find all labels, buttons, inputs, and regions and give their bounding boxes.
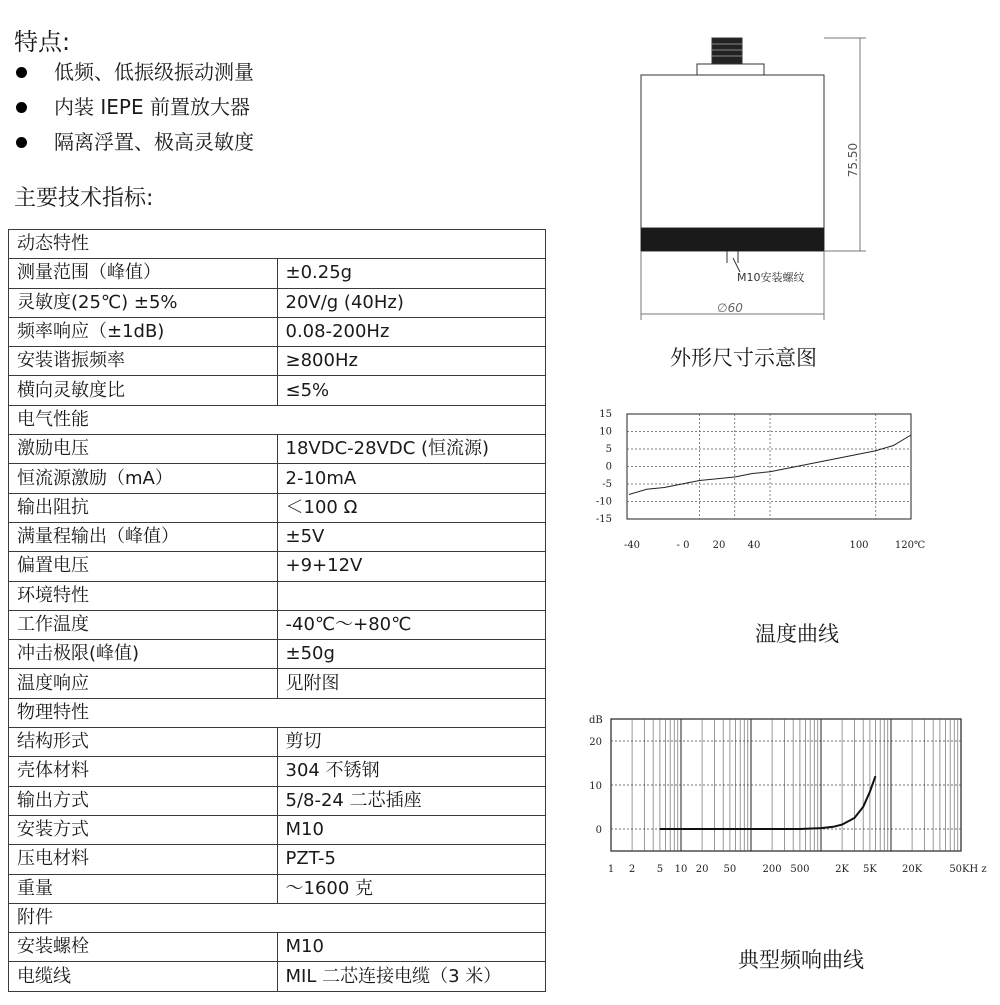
temp-ytick-label: -15 <box>595 514 612 525</box>
section-title: 动态特性 <box>9 230 546 259</box>
spec-value: 5/8-24 二芯插座 <box>277 786 546 815</box>
diameter-label: ∅60 <box>717 301 743 315</box>
freq-xtick-label: 1 <box>607 864 615 875</box>
freq-xtick-label: 20 <box>695 864 709 875</box>
spec-label: 压电材料 <box>9 845 278 874</box>
thread-label: M10安装螺纹 <box>737 271 805 284</box>
freq-xtick-label: 5K <box>863 864 877 875</box>
spec-value: 0.08-200Hz <box>277 317 546 346</box>
spec-label: 冲击极限(峰值) <box>9 640 278 669</box>
freq-series-line <box>660 776 876 829</box>
feature-item: 隔离浮置、极高灵敏度 <box>14 128 254 163</box>
spec-value: 剪切 <box>277 728 546 757</box>
temp-ytick-label: 15 <box>599 409 612 420</box>
section-title: 电气性能 <box>9 405 546 434</box>
spec-label: 偏置电压 <box>9 552 278 581</box>
drawing-caption: 外形尺寸示意图 <box>670 346 817 370</box>
feature-item: 内装 IEPE 前置放大器 <box>14 93 254 128</box>
spec-label: 输出阻抗 <box>9 493 278 522</box>
temp-xtick-label: 20 <box>712 540 726 551</box>
temp-ytick-label: 5 <box>605 444 612 455</box>
spec-label: 温度响应 <box>9 669 278 698</box>
temp-ytick-label: 0 <box>605 461 612 473</box>
temp-xtick-label: 120℃ <box>894 540 926 551</box>
spec-label: 灵敏度(25℃) ±5% <box>9 288 278 317</box>
features-heading: 特点: <box>14 28 71 56</box>
feature-item: 低频、低振级振动测量 <box>14 58 254 93</box>
freq-xtick-label: 20K <box>901 864 923 875</box>
spec-label: 安装谐振频率 <box>9 347 278 376</box>
spec-label: 输出方式 <box>9 786 278 815</box>
freq-xtick-label: 2 <box>628 864 636 875</box>
spec-label: 测量范围（峰值） <box>9 259 278 288</box>
freq-chart-caption: 典型频响曲线 <box>738 948 864 972</box>
spec-value: 见附图 <box>277 669 546 698</box>
section-title: 附件 <box>9 903 546 932</box>
spec-value: M10 <box>277 933 546 962</box>
temp-ytick-label: 10 <box>599 426 612 438</box>
spec-value: PZT-5 <box>277 845 546 874</box>
temp-xtick-label: -40 <box>623 540 641 551</box>
freq-xtick-label: 500 <box>790 864 810 875</box>
spec-value: ±50g <box>277 640 546 669</box>
spec-label: 安装方式 <box>9 815 278 844</box>
spec-value: +9+12V <box>277 552 546 581</box>
temp-xtick-label: 40 <box>747 540 761 551</box>
spec-label: 环境特性 <box>9 581 278 610</box>
spec-value: 18VDC-28VDC (恒流源) <box>277 435 546 464</box>
temp-ytick-label: -5 <box>602 479 612 490</box>
spec-label: 重量 <box>9 874 278 903</box>
spec-value: ≤5% <box>277 376 546 405</box>
spec-label: 满量程输出（峰值） <box>9 522 278 551</box>
freq-xtick-label: 50 <box>723 864 737 875</box>
spec-label: 电缆线 <box>9 962 278 991</box>
spec-label: 横向灵敏度比 <box>9 376 278 405</box>
freq-xtick-label: 50KH z <box>949 864 987 875</box>
temp-xtick-label: - 0 <box>676 540 690 551</box>
freq-xtick-label: 5 <box>656 864 664 875</box>
spec-value: ≥800Hz <box>277 347 546 376</box>
spec-label: 结构形式 <box>9 728 278 757</box>
freq-ytick-label: 0 <box>595 825 602 836</box>
spec-heading: 主要技术指标: <box>14 186 154 211</box>
spec-label: 安装螺栓 <box>9 933 278 962</box>
freq-xtick-label: 200 <box>762 864 782 875</box>
spec-value: 304 不锈钢 <box>277 757 546 786</box>
spec-value: 2-10mA <box>277 464 546 493</box>
height-dimension-label: 75.50 <box>846 142 860 178</box>
spec-value: M10 <box>277 815 546 844</box>
spec-label: 工作温度 <box>9 610 278 639</box>
freq-xtick-label: 2K <box>835 864 849 875</box>
spec-value: -40℃～+80℃ <box>277 610 546 639</box>
spec-value: ＜100 Ω <box>277 493 546 522</box>
freq-ytick-label: 20 <box>589 737 602 748</box>
spec-value: ±5V <box>277 522 546 551</box>
temp-chart-caption: 温度曲线 <box>755 622 839 646</box>
freq-ylabel: dB <box>589 715 603 726</box>
spec-label: 频率响应（±1dB) <box>9 317 278 346</box>
spec-label: 壳体材料 <box>9 757 278 786</box>
temp-xtick-label: 100 <box>849 540 869 551</box>
spec-value: 20V/g (40Hz) <box>277 288 546 317</box>
spec-value: ～1600 克 <box>277 874 546 903</box>
spec-value: MIL 二芯连接电缆（3 米） <box>277 962 546 991</box>
temp-ytick-label: -10 <box>595 496 612 508</box>
spec-label: 激励电压 <box>9 435 278 464</box>
freq-ytick-label: 10 <box>589 781 602 792</box>
spec-value: ±0.25g <box>277 259 546 288</box>
spec-label: 恒流源激励（mA） <box>9 464 278 493</box>
freq-xtick-label: 10 <box>674 864 688 875</box>
section-title: 物理特性 <box>9 698 546 727</box>
